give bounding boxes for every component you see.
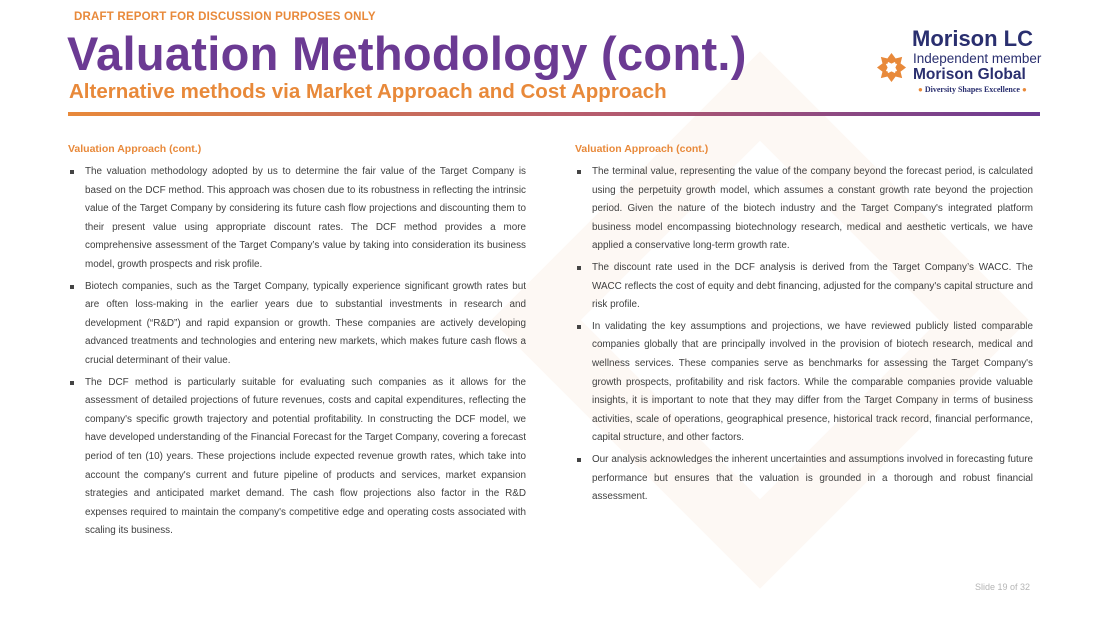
header-divider — [68, 112, 1040, 116]
slide-number: Slide 19 of 32 — [975, 582, 1031, 592]
logo-member-line: Independent member — [913, 51, 1042, 66]
logo-network-name: Morison Global — [913, 66, 1026, 83]
list-item: The discount rate used in the DCF analysis is derived from the Target Company’s WACC. The WACC reflects the cost of equity and debt financing, adjusted for the company's capital structure and risk profile. — [575, 259, 1033, 315]
bullet-icon — [577, 170, 581, 174]
bullet-icon — [577, 325, 581, 329]
left-column — [68, 143, 526, 544]
logo-tagline: ● Diversity Shapes Excellence ● — [918, 85, 1027, 94]
bullet-icon — [70, 170, 74, 174]
right-bullet-list — [575, 163, 1033, 507]
list-item: The terminal value, representing the value of the company beyond the forecast period, is calculated using the perpetuity growth model, which assumes a constant growth rate beyond the projection period. Given the nature of the biotech industry and the Target Company's integrated platform business model encompassing biotechnology research, medical and aesthetic verticals, we have applied a conservative long-term growth rate. — [575, 163, 1033, 256]
bullet-icon — [577, 266, 581, 270]
right-column-heading: Valuation Approach (cont.) — [575, 143, 709, 155]
list-item: Biotech companies, such as the Target Company, typically experience significant growth rates but are often loss-making in the earlier years due to substantial investments in research and development (“R&D”) and rapid expansion or growth. These companies are actively developing advanced treatments and technologies and entering new markets, which makes future cash flows a crucial determinant of their value. — [68, 278, 526, 371]
list-item: Our analysis acknowledges the inherent uncertainties and assumptions involved in forecasting future performance but ensures that the valuation is grounded in a thorough and robust financial assessment. — [575, 451, 1033, 507]
right-column — [575, 143, 1033, 510]
morison-logo — [876, 26, 1041, 98]
bullet-icon — [70, 285, 74, 289]
list-item: The valuation methodology adopted by us to determine the fair value of the Target Company is based on the DCF method. This approach was chosen due to its robustness in reflecting the intrinsic value of the Target Company by considering its future cash flow projections and discounting them to their present value using appropriate discount rates. The DCF method provides a more comprehensive assessment of the Target Company’s value by taking into consideration its business model, growth prospects and risk profile. — [68, 163, 526, 275]
bullet-icon — [577, 458, 581, 462]
bullet-icon — [70, 381, 74, 385]
draft-label: DRAFT REPORT FOR DISCUSSION PURPOSES ONLY — [74, 11, 376, 23]
left-bullet-list — [68, 163, 526, 541]
morison-star-icon — [876, 52, 907, 83]
left-column-heading: Valuation Approach (cont.) — [68, 143, 202, 155]
list-item: The DCF method is particularly suitable for evaluating such companies as it allows for the assessment of detailed projections of future revenues, costs and capital expenditures, reflecting the company's specific growth trajectory and potential profitability. In constructing the DCF model, we have developed understanding of the Financial Forecast for the Target Company, covering a forecast period of ten (10) years. These projections include expected revenue growth rates, which take into account the company's current and future pipeline of products and services, market expansion strategies and anticipated market demand. The cash flow projections also factor in the R&D expenses required to maintain the company's competitive edge and operating costs associated with scaling its business. — [68, 374, 526, 541]
page-title: Valuation Methodology (cont.) — [67, 27, 747, 80]
list-item: In validating the key assumptions and projections, we have reviewed publicly listed comparable companies globally that are principally involved in the provision of biotech research, medical and wellness services. These companies serve as benchmarks for assessing the Target Company's growth prospects, profitability and risk factors. While the comparable companies provide valuable insights, it is important to note that they may differ from the Target Company in terms of business activities, scale of operations, geographical presence, historical track record, financial performance, capital structure, and other factors. — [575, 318, 1033, 448]
page-subtitle: Alternative methods via Market Approach and Cost Approach — [69, 80, 667, 103]
logo-company-name: Morison LC — [912, 26, 1033, 51]
